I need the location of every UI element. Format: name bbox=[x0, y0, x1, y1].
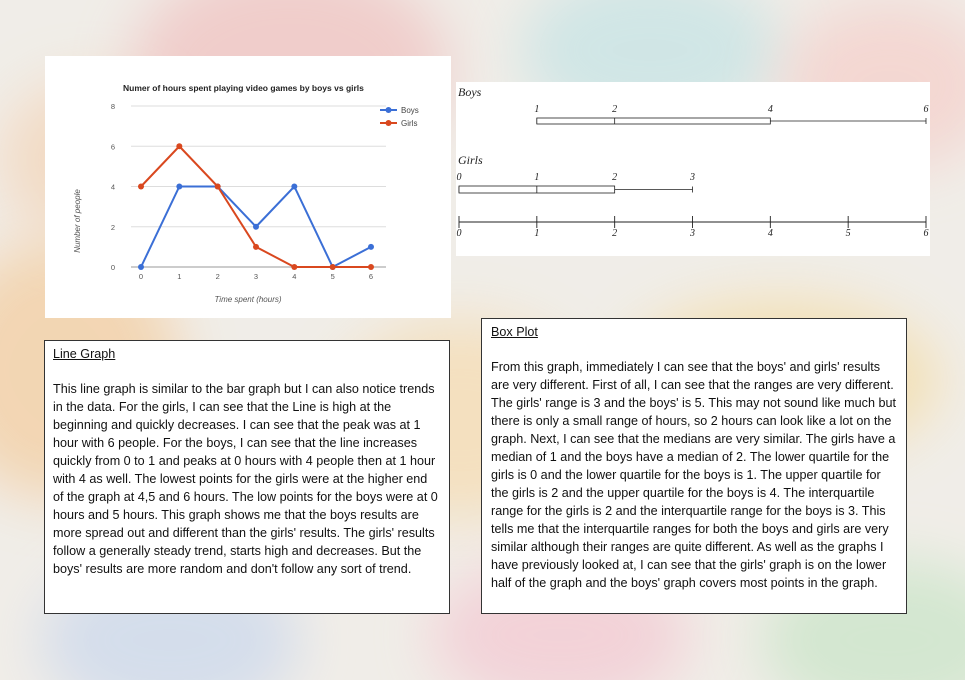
legend-label-girls: Girls bbox=[401, 119, 418, 128]
data-point-boys bbox=[176, 184, 182, 190]
x-tick-label: 6 bbox=[368, 272, 374, 281]
data-point-boys bbox=[253, 224, 259, 230]
box-axis-tick-label: 4 bbox=[767, 228, 773, 239]
y-tick-label: 4 bbox=[110, 182, 116, 192]
x-tick-label: 5 bbox=[330, 272, 335, 281]
legend-label-boys: Boys bbox=[401, 106, 419, 115]
girls-value-label: 1 bbox=[534, 172, 540, 183]
box-axis-tick-label: 2 bbox=[612, 228, 618, 239]
x-tick-label: 4 bbox=[292, 272, 297, 281]
box-axis-tick-label: 1 bbox=[534, 228, 540, 239]
legend-swatch-dot bbox=[386, 107, 392, 113]
x-tick-label: 1 bbox=[177, 272, 182, 281]
line-graph-body: This line graph is similar to the bar graph but I can also notice trends in the data. For the girls, I can see that the Line is high at the beginning and quickly decreases. I can see that the peak was at 1 hour with 6 people. For the boys, I can see that the line increases quickly from 0 to 1 and peaks at 0 hours with 4 people then at 1 hour with 4 as well. The lowest points for the girls were at the higher end of the graph at 4,5 and 6 hours. The low points for the boys were at 0 hours and 5 hours. This graph shows me that the boys results are more spread out and different than the girls' results. The girls' results follow a generally steady trend, starts high and decreases. But the boys' results are more random and don't follow any sort of trend. bbox=[53, 382, 438, 576]
legend-swatch-dot bbox=[386, 120, 392, 126]
boys-value-label: 1 bbox=[534, 104, 540, 115]
data-point-girls bbox=[291, 264, 297, 270]
line-graph-description bbox=[44, 340, 450, 614]
boys-value-label: 6 bbox=[923, 104, 929, 115]
x-axis-label: Time spent (hours) bbox=[214, 295, 282, 304]
y-tick-label: 6 bbox=[110, 142, 116, 152]
girls-value-label: 2 bbox=[612, 172, 618, 183]
box-plot-panel bbox=[456, 82, 930, 256]
chart-title: Numer of hours spent playing video games by boys vs girls bbox=[123, 83, 364, 93]
x-tick-label: 3 bbox=[253, 272, 259, 281]
box-axis-tick-label: 6 bbox=[923, 228, 929, 239]
data-point-girls bbox=[215, 184, 221, 190]
y-tick-label: 8 bbox=[110, 102, 116, 111]
line-graph-heading: Line Graph bbox=[53, 347, 116, 361]
girls-box-label: Girls bbox=[458, 153, 483, 167]
data-point-boys bbox=[291, 184, 297, 190]
x-tick-label: 0 bbox=[138, 272, 144, 281]
data-point-girls bbox=[330, 264, 336, 270]
box-axis-tick-label: 0 bbox=[456, 228, 462, 239]
data-point-girls bbox=[176, 143, 182, 149]
girls-value-label: 0 bbox=[456, 172, 462, 183]
box-plot-body: From this graph, immediately I can see that the boys' and girls' results are very different. First of all, I can see that the ranges are very different. The girls' range is 3 and the boys' is 5. This may not sound like much but there is only a small range of hours, so 2 hours can look like a lot on the graph. Next, I can see that the medians are very similar. The girls have a median of 1 and the boys have a median of 2. The lower quartile for the girls is 0 and the lower quartile for the boys is 1. The upper quartile for the girls is 2 and the upper quartile for the boys is 4. The interquartile range for the girls is 2 and the interquartile range for the boys is 3. This tells me that the interquartile ranges for both the boys and girls are very similar although their ranges are quite different. As well as the graphs I have previously looked at, I can see that the girls' graph is on the lower half of the graph and the boys' graph covers most points in the graph. bbox=[491, 360, 896, 590]
data-point-girls bbox=[138, 184, 144, 190]
data-point-boys bbox=[368, 244, 374, 250]
box-plot bbox=[456, 82, 930, 256]
line-chart-panel bbox=[45, 56, 451, 318]
y-tick-label: 0 bbox=[110, 263, 116, 272]
boys-box bbox=[537, 118, 771, 124]
boys-value-label: 4 bbox=[767, 104, 773, 115]
y-tick-label: 2 bbox=[110, 222, 116, 232]
box-axis-tick-label: 5 bbox=[845, 228, 851, 239]
x-tick-label: 2 bbox=[215, 272, 220, 281]
girls-value-label: 3 bbox=[690, 172, 695, 183]
box-axis-tick-label: 3 bbox=[690, 228, 695, 239]
y-axis-label: Number of people bbox=[73, 189, 82, 253]
box-plot-description bbox=[481, 318, 907, 614]
data-point-girls bbox=[253, 244, 259, 250]
line-chart bbox=[45, 56, 451, 318]
data-point-boys bbox=[138, 264, 144, 270]
boys-value-label: 2 bbox=[612, 104, 618, 115]
boys-box-label: Boys bbox=[458, 85, 482, 99]
box-plot-heading: Box Plot bbox=[491, 325, 538, 339]
data-point-girls bbox=[368, 264, 374, 270]
